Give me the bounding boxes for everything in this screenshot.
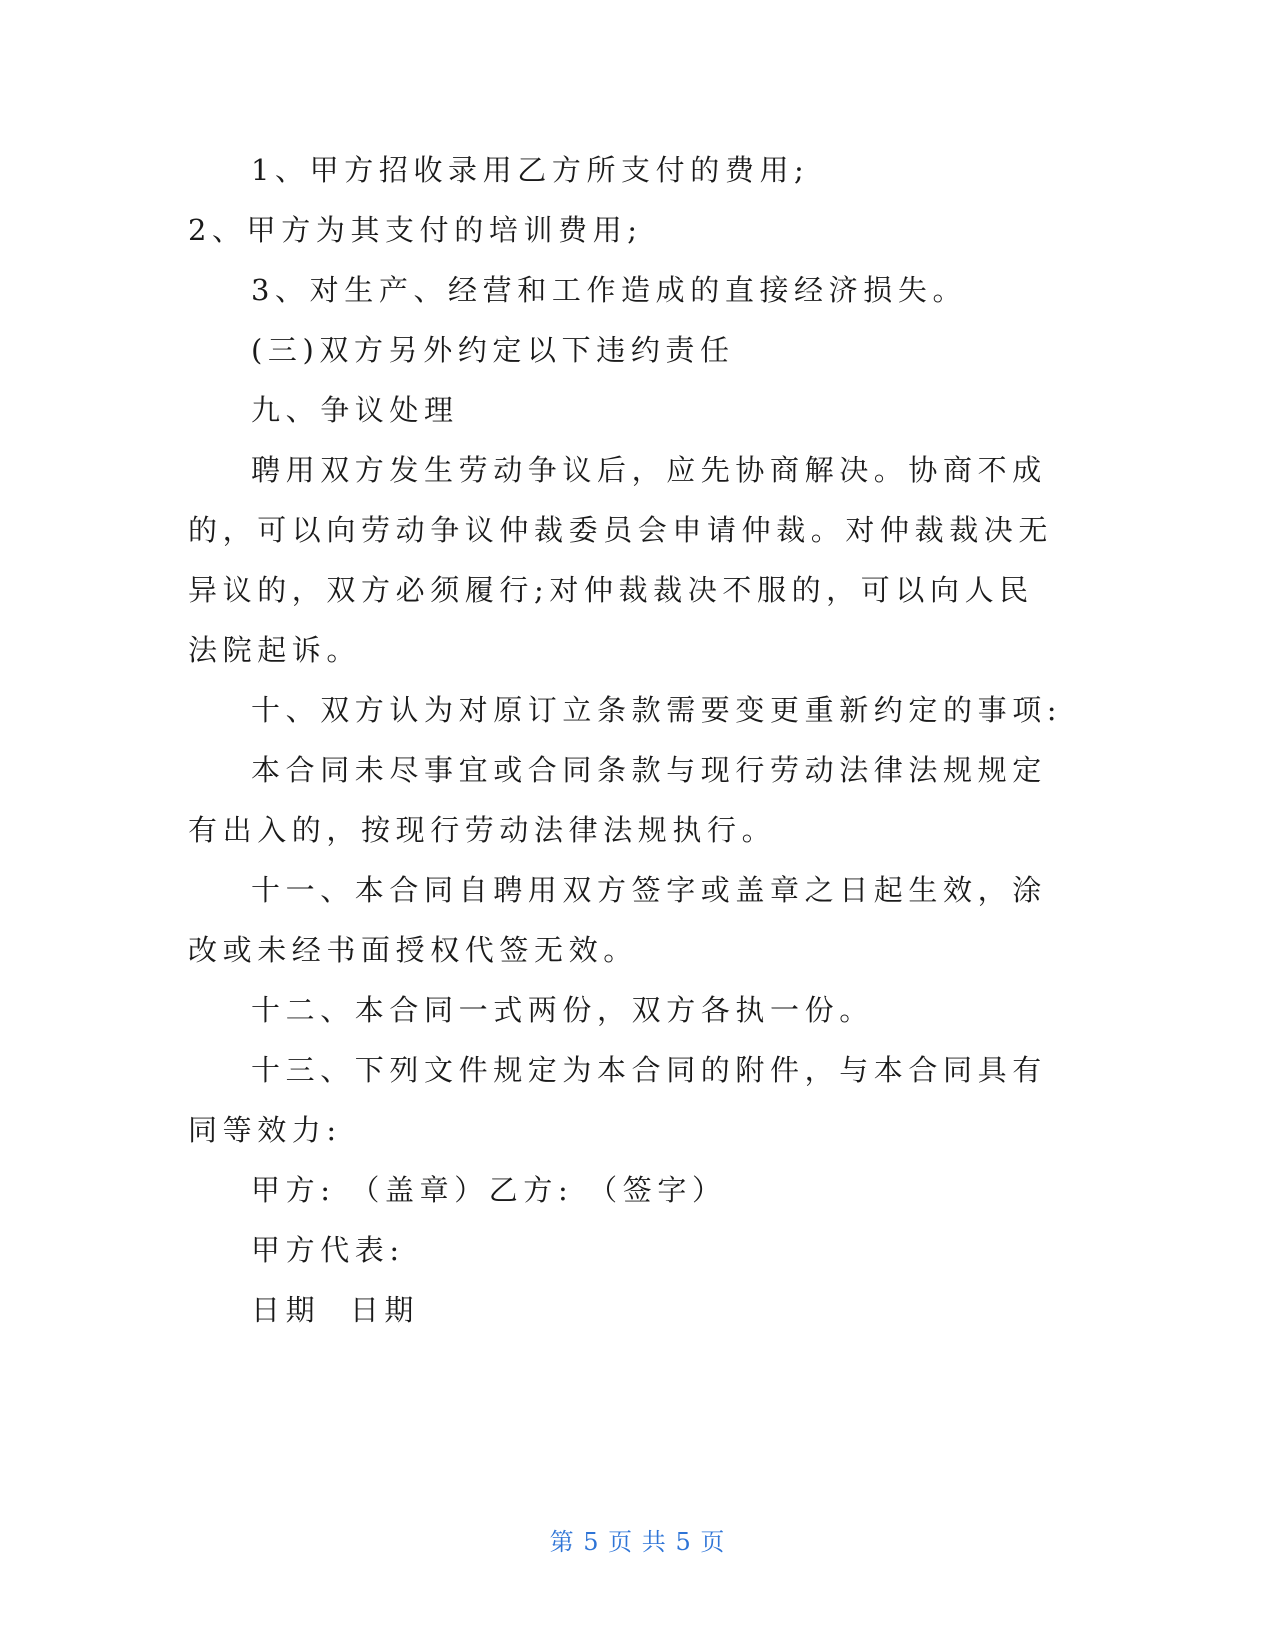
paragraph-item-1: 1、甲方招收录用乙方所支付的费用; — [251, 153, 810, 187]
contract-body — [188, 140, 1068, 1340]
paragraph-item-3: 3、对生产、经营和工作造成的直接经济损失。 — [251, 273, 968, 307]
paragraph-dispute-resolution: 聘用双方发生劳动争议后，应先协商解决。协商不成的，可以向劳动争议仲裁委员会申请仲裁。对仲裁裁决无异议的，双方必须履行;对仲裁裁决不服的，可以向人民法院起诉。 — [188, 453, 1054, 667]
paragraph-breach-liability: (三)双方另外约定以下违约责任 — [251, 333, 735, 367]
page-number-label: 第 5 页 共 5 页 — [549, 1528, 726, 1556]
signature-line-parties: 甲方: （盖章）乙方: （签字） — [251, 1173, 727, 1207]
paragraph-item-2: 2、甲方为其支付的培训费用; — [188, 213, 643, 247]
paragraph-clause-10: 本合同未尽事宜或合同条款与现行劳动法律法规规定有出入的，按现行劳动法律法规执行。 — [188, 753, 1047, 847]
signature-line-representative: 甲方代表: — [251, 1233, 405, 1267]
page-footer — [0, 1522, 1275, 1557]
heading-dispute-resolution: 九、争议处理 — [251, 393, 459, 427]
paragraph-clause-13: 十三、下列文件规定为本合同的附件，与本合同具有同等效力: — [188, 1053, 1047, 1147]
heading-clause-10: 十、双方认为对原订立条款需要变更重新约定的事项: — [251, 693, 1063, 727]
paragraph-clause-12: 十二、本合同一式两份，双方各执一份。 — [251, 993, 874, 1027]
signature-line-dates: 日期 日期 — [251, 1293, 420, 1327]
paragraph-clause-11: 十一、本合同自聘用双方签字或盖章之日起生效，涂改或未经书面授权代签无效。 — [188, 873, 1047, 967]
